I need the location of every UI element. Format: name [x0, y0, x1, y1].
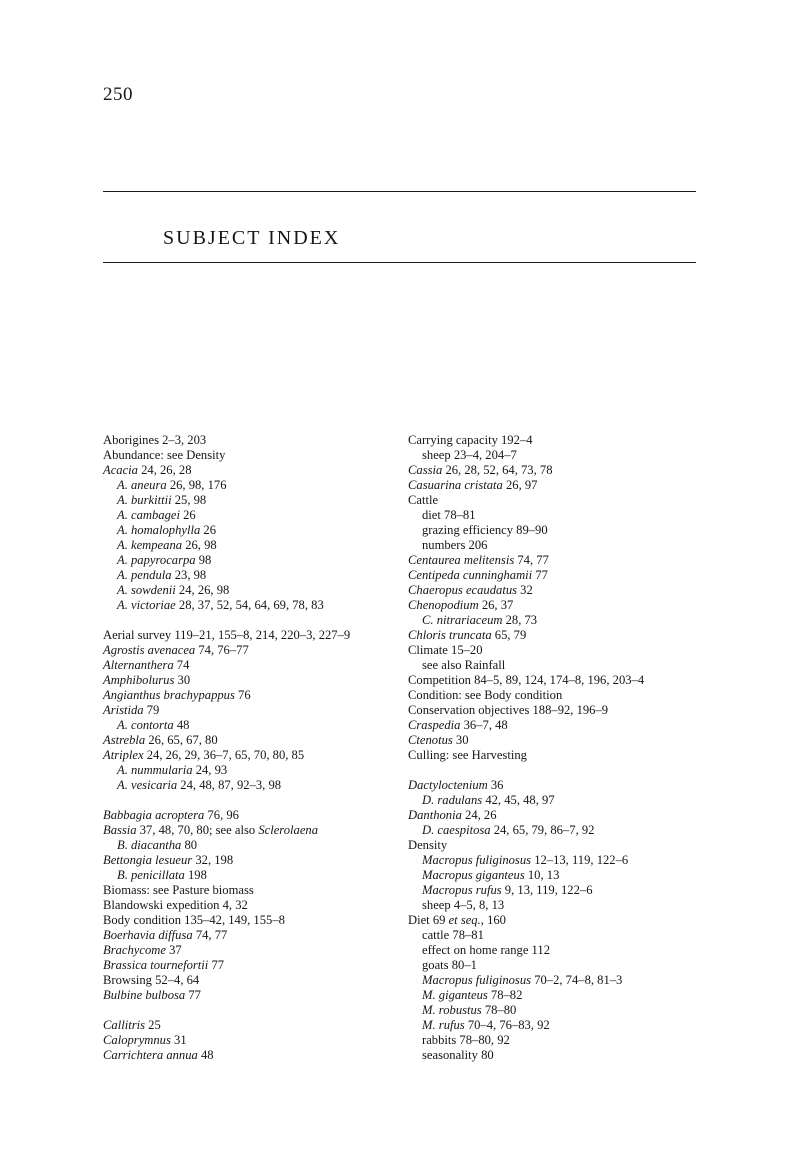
entry-text: Browsing 52–4, 64 [103, 973, 200, 987]
index-subentry [103, 568, 403, 583]
page-title: SUBJECT INDEX [163, 227, 341, 250]
entry-text: 24, 26, 28 [137, 463, 192, 477]
entry-text: grazing efficiency 89–90 [422, 523, 548, 537]
italic-term: A. nummularia [117, 763, 193, 777]
entry-text: 77 [532, 568, 548, 582]
italic-term: Boerhavia diffusa [103, 928, 193, 942]
index-entry [408, 583, 708, 598]
italic-term: Alternanthera [103, 658, 174, 672]
entry-text: 10, 13 [524, 868, 560, 882]
entry-text: rabbits 78–80, 92 [422, 1033, 510, 1047]
italic-term: A. aneura [117, 478, 167, 492]
entry-text: , 160 [480, 913, 506, 927]
index-subentry [103, 553, 403, 568]
index-subentry [408, 973, 708, 988]
italic-term: D. caespitosa [422, 823, 491, 837]
italic-term: A. victoriae [117, 598, 176, 612]
index-entry [103, 673, 403, 688]
italic-term: Ctenotus [408, 733, 453, 747]
italic-term: Cassia [408, 463, 443, 477]
italic-term: Bettongia lesueur [103, 853, 193, 867]
entry-text: 74, 77 [192, 928, 228, 942]
italic-term: A. papyrocarpa [117, 553, 196, 567]
entry-text: 26, 65, 67, 80 [145, 733, 218, 747]
index-group-gap [103, 1003, 403, 1018]
entry-text: Body condition 135–42, 149, 155–8 [103, 913, 285, 927]
index-subentry [103, 538, 403, 553]
entry-text: Aborigines 2–3, 203 [103, 433, 207, 447]
index-entry [103, 853, 403, 868]
entry-text: 32 [517, 583, 533, 597]
index-entry [408, 673, 708, 688]
entry-text: 74, 76–77 [195, 643, 249, 657]
italic-term: Atriplex [103, 748, 144, 762]
index-entry [103, 628, 403, 643]
index-entry [408, 568, 708, 583]
entry-text: 36 [487, 778, 504, 792]
index-entry [103, 1033, 403, 1048]
entry-text: 26, 28, 52, 64, 73, 78 [442, 463, 553, 477]
entry-text: 80 [181, 838, 198, 852]
index-subentry [103, 763, 403, 778]
entry-text: numbers 206 [422, 538, 488, 552]
index-column-right [408, 433, 708, 1063]
index-subentry [408, 943, 708, 958]
entry-text: 70–2, 74–8, 81–3 [531, 973, 623, 987]
index-subentry [103, 523, 403, 538]
entry-text: 26, 98, 176 [166, 478, 227, 492]
entry-text: 24, 65, 79, 86–7, 92 [490, 823, 595, 837]
index-subentry [103, 493, 403, 508]
italic-term: Craspedia [408, 718, 461, 732]
italic-term: Amphibolurus [103, 673, 175, 687]
entry-text: Density [408, 838, 448, 852]
index-subentry [103, 718, 403, 733]
index-subentry [408, 958, 708, 973]
entry-text: 25 [145, 1018, 161, 1032]
entry-text: 32, 198 [192, 853, 234, 867]
italic-term: A. homalophylla [117, 523, 201, 537]
page-number: 250 [103, 84, 133, 105]
index-subentry [408, 523, 708, 538]
entry-text: Diet 69 [408, 913, 449, 927]
index-subentry [103, 868, 403, 883]
entry-text: 79 [143, 703, 160, 717]
index-subentry [103, 478, 403, 493]
italic-term: Bassia [103, 823, 137, 837]
entry-text: Competition 84–5, 89, 124, 174–8, 196, 203–4 [408, 673, 645, 687]
italic-term: D. radulans [422, 793, 483, 807]
index-entry [408, 913, 708, 928]
index-subentry [408, 1003, 708, 1018]
entry-text: 36–7, 48 [460, 718, 508, 732]
index-entry [103, 913, 403, 928]
entry-text: 24, 26, 98 [175, 583, 230, 597]
entry-text: 198 [184, 868, 207, 882]
italic-term: Agrostis avenacea [103, 643, 196, 657]
entry-text: 98 [195, 553, 212, 567]
italic-term: Chaeropus ecaudatus [408, 583, 518, 597]
index-subentry [408, 1018, 708, 1033]
entry-text: 12–13, 119, 122–6 [531, 853, 629, 867]
index-entry [103, 973, 403, 988]
italic-term: Dactyloctenium [408, 778, 488, 792]
entry-text: goats 80–1 [422, 958, 477, 972]
entry-text: 9, 13, 119, 122–6 [501, 883, 593, 897]
italic-term: A. vesicaria [117, 778, 178, 792]
index-entry [103, 988, 403, 1003]
index-subentry [408, 538, 708, 553]
italic-term: B. penicillata [117, 868, 185, 882]
entry-text: 48 [197, 1048, 214, 1062]
index-entry [408, 628, 708, 643]
index-entry [103, 433, 403, 448]
entry-text: 70–4, 76–83, 92 [464, 1018, 550, 1032]
index-subentry [408, 823, 708, 838]
entry-text: 37 [165, 943, 182, 957]
italic-term: et seq. [448, 913, 481, 927]
italic-term: Macropus giganteus [422, 868, 525, 882]
index-group-gap [103, 613, 403, 628]
index-entry [103, 703, 403, 718]
index-subentry [408, 1048, 708, 1063]
entry-text: sheep 4–5, 8, 13 [422, 898, 505, 912]
entry-text: 37, 48, 70, 80; see also [136, 823, 259, 837]
entry-text: effect on home range 112 [422, 943, 550, 957]
entry-text: Climate 15–20 [408, 643, 483, 657]
index-entry [103, 733, 403, 748]
entry-text: diet 78–81 [422, 508, 476, 522]
index-entry [103, 748, 403, 763]
italic-term: Casuarina cristata [408, 478, 503, 492]
index-subentry [408, 658, 708, 673]
index-entry [408, 718, 708, 733]
index-entry [103, 1048, 403, 1063]
italic-term: A. contorta [117, 718, 174, 732]
index-entry [103, 448, 403, 463]
index-subentry [408, 988, 708, 1003]
italic-term: Centipeda cunninghamii [408, 568, 533, 582]
index-entry [408, 553, 708, 568]
entry-text: see also Rainfall [422, 658, 506, 672]
index-entry [408, 778, 708, 793]
index-entry [408, 688, 708, 703]
italic-term: Macropus rufus [422, 883, 502, 897]
index-entry [408, 733, 708, 748]
entry-text: Abundance: see Density [103, 448, 226, 462]
italic-term: A. pendula [117, 568, 172, 582]
index-subentry [408, 1033, 708, 1048]
entry-text: 24, 26 [461, 808, 497, 822]
bottom-rule [103, 262, 696, 263]
index-entry [103, 928, 403, 943]
entry-text: 28, 37, 52, 54, 64, 69, 78, 83 [175, 598, 324, 612]
entry-text: 77 [208, 958, 225, 972]
entry-text: sheep 23–4, 204–7 [422, 448, 517, 462]
italic-term: Chenopodium [408, 598, 479, 612]
entry-text: 76, 96 [204, 808, 239, 822]
italic-term: Caloprymnus [103, 1033, 171, 1047]
index-entry [408, 643, 708, 658]
entry-text: 78–82 [487, 988, 523, 1002]
italic-term: Babbagia acroptera [103, 808, 205, 822]
index-entry [103, 958, 403, 973]
entry-text: Biomass: see Pasture biomass [103, 883, 254, 897]
italic-term: B. diacantha [117, 838, 182, 852]
index-entry [103, 898, 403, 913]
index-subentry [103, 838, 403, 853]
italic-term: Callitris [103, 1018, 145, 1032]
index-subentry [408, 868, 708, 883]
italic-term: Chloris truncata [408, 628, 492, 642]
italic-term: M. rufus [422, 1018, 465, 1032]
entry-text: 78–80 [481, 1003, 517, 1017]
top-rule [103, 191, 696, 192]
index-subentry [408, 793, 708, 808]
index-entry [103, 643, 403, 658]
index-entry [103, 883, 403, 898]
entry-text: 26, 37 [478, 598, 514, 612]
index-entry [103, 463, 403, 478]
index-entry [408, 463, 708, 478]
italic-term: M. robustus [422, 1003, 482, 1017]
entry-text: 30 [452, 733, 469, 747]
index-subentry [408, 448, 708, 463]
italic-term: A. cambagei [117, 508, 180, 522]
index-entry [408, 808, 708, 823]
italic-term: Bulbine bulbosa [103, 988, 186, 1002]
index-entry [103, 823, 403, 838]
entry-text: Carrying capacity 192–4 [408, 433, 533, 447]
entry-text: 24, 93 [192, 763, 228, 777]
index-subentry [103, 778, 403, 793]
index-entry [408, 703, 708, 718]
entry-text: Culling: see Harvesting [408, 748, 527, 762]
entry-text: cattle 78–81 [422, 928, 484, 942]
entry-text: 24, 26, 29, 36–7, 65, 70, 80, 85 [143, 748, 305, 762]
index-subentry [103, 583, 403, 598]
italic-term: Astrebla [103, 733, 146, 747]
index-subentry [408, 613, 708, 628]
italic-term: M. giganteus [422, 988, 488, 1002]
index-subentry [408, 898, 708, 913]
entry-text: Blandowski expedition 4, 32 [103, 898, 248, 912]
index-entry [103, 658, 403, 673]
entry-text: 74 [173, 658, 190, 672]
entry-text: 31 [170, 1033, 187, 1047]
entry-text: 26, 98 [182, 538, 217, 552]
index-entry [103, 943, 403, 958]
entry-text: 48 [173, 718, 190, 732]
index-entry [103, 808, 403, 823]
italic-term: Danthonia [408, 808, 462, 822]
index-entry [408, 838, 708, 853]
italic-term: Angianthus brachypappus [103, 688, 235, 702]
index-entry [408, 598, 708, 613]
entry-text: 26 [179, 508, 196, 522]
italic-term: A. sowdenii [117, 583, 176, 597]
entry-text: 25, 98 [171, 493, 207, 507]
index-entry [408, 433, 708, 448]
italic-term: Sclerolaena [258, 823, 319, 837]
entry-text: 24, 48, 87, 92–3, 98 [177, 778, 282, 792]
entry-text: 26 [200, 523, 216, 537]
index-subentry [408, 508, 708, 523]
index-entry [408, 748, 708, 763]
index-column-left [103, 433, 403, 1063]
entry-text: 74, 77 [514, 553, 549, 567]
index-entry [408, 478, 708, 493]
index-subentry [408, 928, 708, 943]
entry-text: 65, 79 [491, 628, 527, 642]
italic-term: Brachycome [103, 943, 166, 957]
index-subentry [103, 508, 403, 523]
entry-text: Conservation objectives 188–92, 196–9 [408, 703, 609, 717]
entry-text: 23, 98 [171, 568, 207, 582]
entry-text: 77 [185, 988, 201, 1002]
italic-term: Carrichtera annua [103, 1048, 198, 1062]
index-subentry [103, 598, 403, 613]
italic-term: C. nitrariaceum [422, 613, 503, 627]
italic-term: Macropus fuliginosus [422, 973, 532, 987]
index-group-gap [408, 763, 708, 778]
index-entry [103, 1018, 403, 1033]
italic-term: Macropus fuliginosus [422, 853, 532, 867]
index-entry [408, 493, 708, 508]
entry-text: Condition: see Body condition [408, 688, 563, 702]
entry-text: 28, 73 [502, 613, 538, 627]
entry-text: 42, 45, 48, 97 [482, 793, 555, 807]
entry-text: 26, 97 [502, 478, 538, 492]
entry-text: 30 [174, 673, 191, 687]
italic-term: Brassica tournefortii [103, 958, 209, 972]
index-group-gap [103, 793, 403, 808]
index-entry [103, 688, 403, 703]
italic-term: Aristida [103, 703, 144, 717]
entry-text: seasonality 80 [422, 1048, 494, 1062]
italic-term: A. kempeana [117, 538, 183, 552]
italic-term: Centaurea melitensis [408, 553, 515, 567]
entry-text: 76 [234, 688, 251, 702]
italic-term: A. burkittii [117, 493, 172, 507]
entry-text: Cattle [408, 493, 439, 507]
index-subentry [408, 853, 708, 868]
index-subentry [408, 883, 708, 898]
entry-text: Aerial survey 119–21, 155–8, 214, 220–3, 227–9 [103, 628, 351, 642]
italic-term: Acacia [103, 463, 138, 477]
